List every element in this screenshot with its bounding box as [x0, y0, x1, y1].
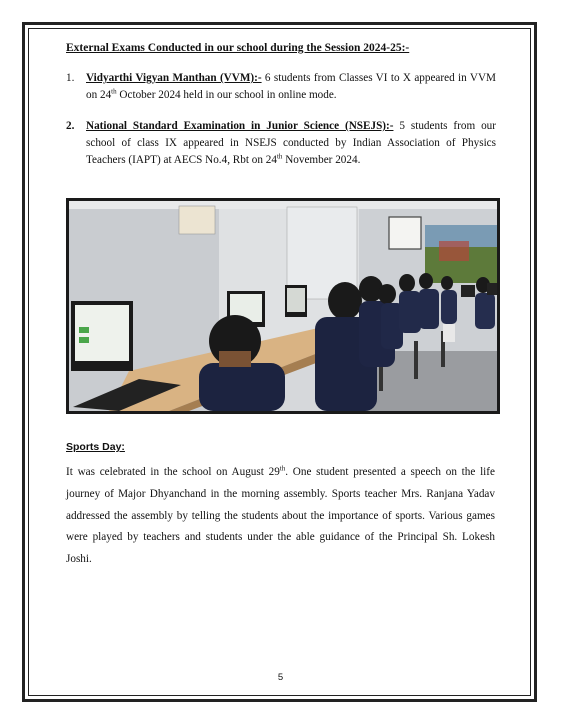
section-heading-external-exams: External Exams Conducted in our school during the Session 2024-25:- — [66, 42, 410, 54]
item-text-cont: November 2024. — [282, 154, 361, 166]
paragraph-text-cont: . One student presented a speech on the life journey of Major Dhyanchand in the morning assembly. Sports teacher Mrs. Ranjana Yadav addressed the assembly by telling the students about the importance of sports. Various games were played by teachers and students under the able guidance of the Principal Sh. Lokesh Joshi. — [66, 466, 495, 566]
list-item-nsejs — [66, 118, 496, 169]
page-number: 5 — [277, 672, 284, 683]
paragraph-text: It was celebrated in the school on August 29 — [66, 466, 280, 478]
list-item-vvm — [66, 70, 496, 104]
list-number: 1. — [66, 72, 75, 84]
item-title: National Standard Examination in Junior Science (NSEJS):- — [86, 120, 394, 132]
item-text: 5 students from our school of class IX appeared in NSEJS conducted by Indian Association of Physics Teachers (IAPT) at AECS No.4, Rbt on 24 — [86, 120, 496, 166]
item-text: 6 students from Classes VI to X appeared in VVM on 24 — [86, 72, 496, 101]
photo-illustration — [69, 201, 497, 411]
item-text-cont: October 2024 held in our school in online mode. — [116, 89, 337, 101]
ordinal-suffix: th — [276, 152, 283, 161]
list-item-body — [86, 70, 496, 104]
list-item-body — [86, 118, 496, 169]
computer-lab-photo — [66, 198, 500, 414]
item-title: Vidyarthi Vigyan Manthan (VVM):- — [86, 72, 262, 84]
ordinal-suffix: th — [111, 87, 117, 96]
section-heading-sports-day: Sports Day: — [66, 441, 125, 453]
sports-day-paragraph — [66, 462, 495, 571]
list-number: 2. — [66, 120, 75, 132]
ordinal-suffix: th — [279, 464, 286, 473]
